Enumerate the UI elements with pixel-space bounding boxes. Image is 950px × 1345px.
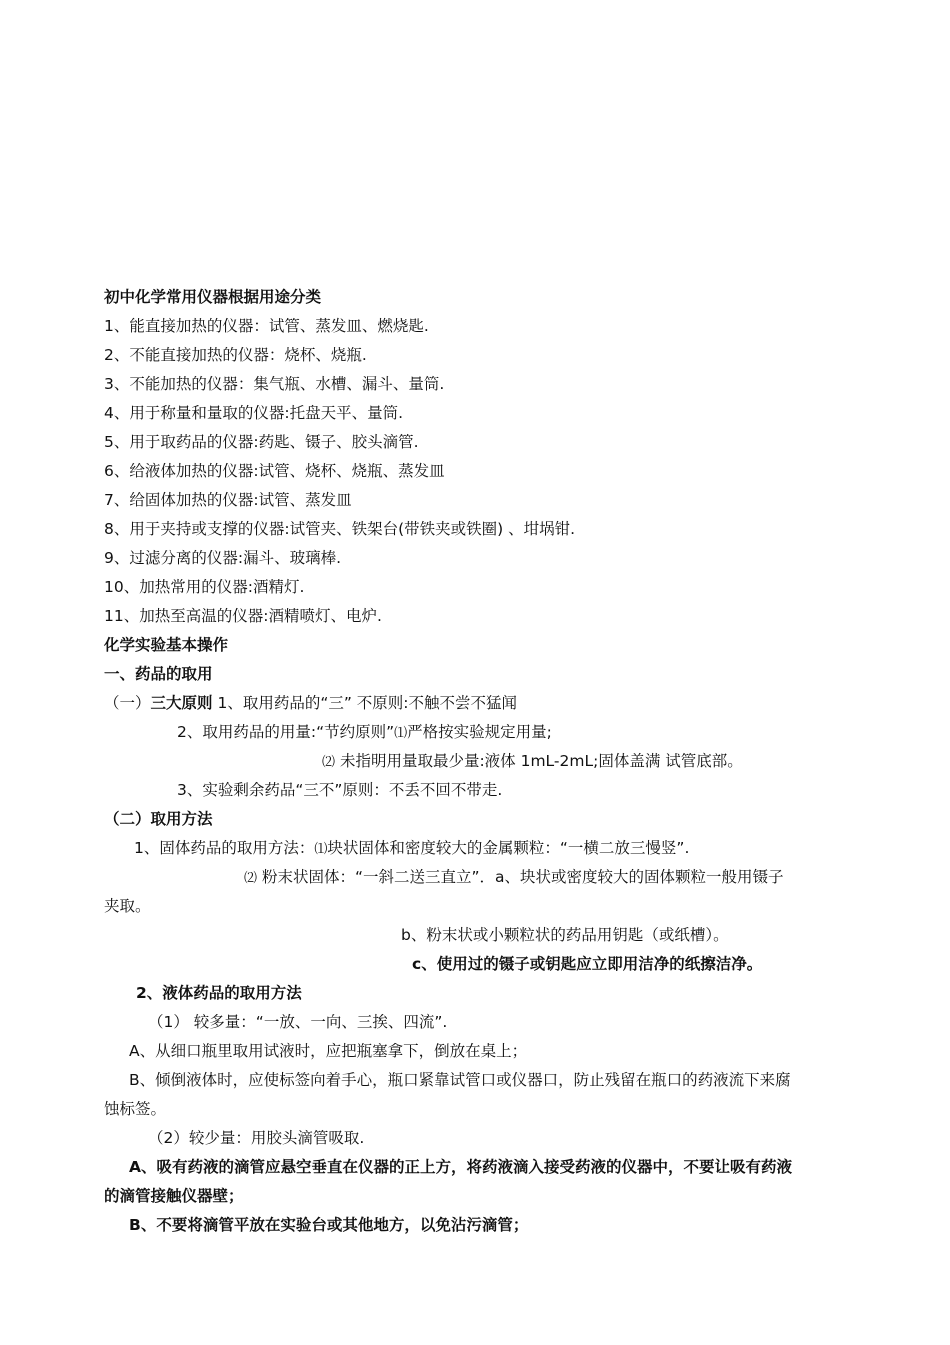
rule2-text-c: 未指明用量取最少量:液体 1mL-2mL;固体盖满 试管底部。 bbox=[335, 752, 743, 770]
solid-line-2 bbox=[244, 867, 784, 889]
liquid-more: （1） 较多量：“一放、一向、三挨、四流”. bbox=[148, 1013, 448, 1031]
principles-line bbox=[104, 693, 517, 713]
principles-rule1: 1、取用药品的“三” 不原则:不触不尝不猛闻 bbox=[212, 694, 518, 712]
list-item: 11、加热至高温的仪器:酒精喷灯、电炉. bbox=[104, 607, 382, 625]
solid-number-2: ⑵ bbox=[244, 871, 258, 886]
list-item: 3、不能加热的仪器：集气瓶、水槽、漏斗、量筒. bbox=[104, 375, 445, 393]
section-heading: 化学实验基本操作 bbox=[104, 636, 229, 654]
liquid-a2-cont: 的滴管接触仪器壁； bbox=[104, 1187, 244, 1205]
rule2-number-2: ⑵ bbox=[322, 755, 336, 770]
liquid-b1: B、倾倒液体时，应使标签向着手心，瓶口紧靠试管口或仪器口，防止残留在瓶口的药液流下来腐 bbox=[129, 1071, 791, 1089]
liquid-b1-cont: 蚀标签。 bbox=[104, 1100, 167, 1118]
liquid-less: （2）较少量：用胶头滴管吸取. bbox=[148, 1129, 365, 1147]
liquid-heading: 2、液体药品的取用方法 bbox=[136, 984, 302, 1002]
list-item: 9、过滤分离的仪器:漏斗、玻璃棒. bbox=[104, 549, 342, 567]
solid-number-1: ⑴ bbox=[314, 842, 328, 857]
liquid-a1: A、从细口瓶里取用试液时，应把瓶塞拿下，倒放在桌上； bbox=[129, 1042, 528, 1060]
solid-line-2-b: 粉末状固体：“一斜二送三直立”．a、块状或密度较大的固体颗粒一般用镊子 bbox=[257, 868, 784, 886]
list-item: 1、能直接加热的仪器：试管、蒸发皿、燃烧匙. bbox=[104, 317, 429, 335]
rule2-text: 2、取用药品的用量:“节约原则” bbox=[177, 723, 395, 741]
principles-rule3: 3、实验剩余药品“三不”原则：不丢不回不带走. bbox=[177, 781, 503, 799]
liquid-b2: B、不要将滴管平放在实验台或其他地方，以免沾污滴管； bbox=[129, 1216, 529, 1234]
list-item: 10、加热常用的仪器:酒精灯. bbox=[104, 578, 305, 596]
principles-rule2 bbox=[177, 722, 552, 744]
solid-line-1-b: 块状固体和密度较大的金属颗粒：“一横二放三慢竖”. bbox=[327, 839, 690, 857]
list-item: 8、用于夹持或支撑的仪器:试管夹、铁架台(带铁夹或铁圈) 、坩埚钳. bbox=[104, 520, 576, 538]
list-item: 2、不能直接加热的仪器：烧杯、烧瓶. bbox=[104, 346, 367, 364]
subsection-heading: 一、药品的取用 bbox=[104, 665, 213, 683]
solid-line-1-a: 1、固体药品的取用方法： bbox=[134, 839, 315, 857]
solid-line-4: c、使用过的镊子或钥匙应立即用洁净的纸擦洁净。 bbox=[412, 955, 763, 973]
solid-line-1 bbox=[134, 838, 689, 860]
list-item: 7、给固体加热的仪器:试管、蒸发皿 bbox=[104, 491, 352, 509]
rule2-number: ⑴ bbox=[394, 726, 408, 741]
solid-line-2-cont: 夹取。 bbox=[104, 897, 151, 915]
principles-rule2-cont bbox=[322, 751, 743, 773]
list-item: 6、给液体加热的仪器:试管、烧杯、烧瓶、蒸发皿 bbox=[104, 462, 445, 480]
doc-title: 初中化学常用仪器根据用途分类 bbox=[104, 288, 322, 306]
list-item: 4、用于称量和量取的仪器:托盘天平、量筒. bbox=[104, 404, 404, 422]
principles-bold: 三大原则 bbox=[150, 694, 213, 712]
liquid-a2: A、吸有药液的滴管应悬空垂直在仪器的正上方，将药液滴入接受药液的仪器中，不要让吸有药液 bbox=[129, 1158, 792, 1176]
methods-heading: （二）取用方法 bbox=[104, 810, 213, 828]
solid-line-3: b、粉末状或小颗粒状的药品用钥匙（或纸槽）。 bbox=[401, 926, 729, 944]
principles-prefix: （一） bbox=[104, 694, 151, 712]
list-item: 5、用于取药品的仪器:药匙、镊子、胶头滴管. bbox=[104, 433, 419, 451]
rule2-text-b: 严格按实验规定用量; bbox=[407, 723, 552, 741]
